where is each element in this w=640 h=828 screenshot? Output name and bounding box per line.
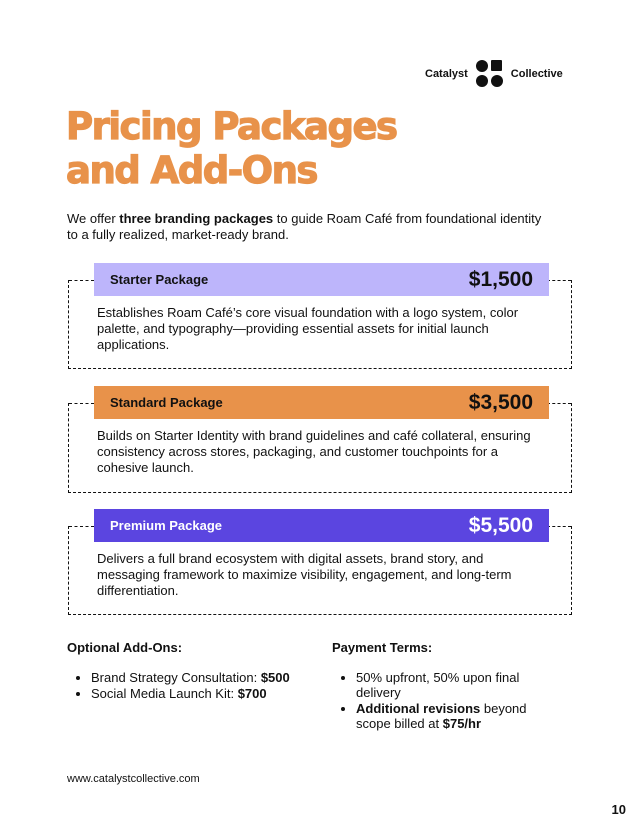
package-name: Standard Package [110,395,223,410]
intro-post: to guide Roam Café from foundational identity to a fully realized, market-ready brand. [67,211,542,242]
payment-heading: Payment Terms: [332,640,433,655]
package-name: Starter Package [110,272,209,287]
package-description: Establishes Roam Café’s core visual foundation with a logo system, color palette, and typography—providing essential assets for initial launch applications. [97,305,519,352]
list-item [91,686,307,701]
brand-name-left: Catalyst [425,67,468,80]
revisions-text: beyond scope billed at [356,701,527,731]
addons-list [67,670,307,702]
addons-heading: Optional Add-Ons: [67,640,183,655]
brand-name-right: Collective [510,67,563,80]
addon-price: $700 [237,686,267,701]
payment-list [332,670,552,732]
package-premium [68,513,572,615]
title-line-2: and Add-Ons [66,149,317,192]
package-name: Premium Package [110,518,223,533]
intro-text [67,211,547,243]
package-price: $3,500 [468,390,533,414]
page-title [66,105,397,193]
package-description: Builds on Starter Identity with brand guidelines and café collateral, ensuring consistency across stores, packaging, and customer touchpoints for a cohesive launch. [97,428,531,475]
revisions-price: $75/hr [442,716,482,731]
package-price: $1,500 [468,267,533,291]
addon-price: $500 [260,670,290,685]
list-item: • 50% upfront, 50% upon final delivery [356,670,552,700]
package-header [94,386,549,419]
list-item [91,670,307,685]
intro-bold: three branding packages [119,211,274,226]
addon-text: Social Media Launch Kit: [91,686,238,701]
page-number: 10 [611,802,626,817]
revisions-bold: Additional revisions [356,701,481,716]
title-line-1: Pricing Packages [66,105,397,148]
package-description: Delivers a full brand ecosystem with digital assets, brand story, and messaging framework to maximize visibility, engagement, and long-term differentiation. [97,551,512,598]
package-standard [68,390,572,493]
package-price: $5,500 [468,513,533,537]
list-item [356,701,552,731]
package-header [94,509,549,542]
logo-mark-icon [476,60,503,87]
intro-pre: We offer [67,211,120,226]
package-header [94,263,549,296]
footer-url[interactable]: www.catalystcollective.com [67,773,200,785]
addon-text: Brand Strategy Consultation: [91,670,261,685]
brand-logo [425,60,563,87]
package-starter [68,267,572,369]
